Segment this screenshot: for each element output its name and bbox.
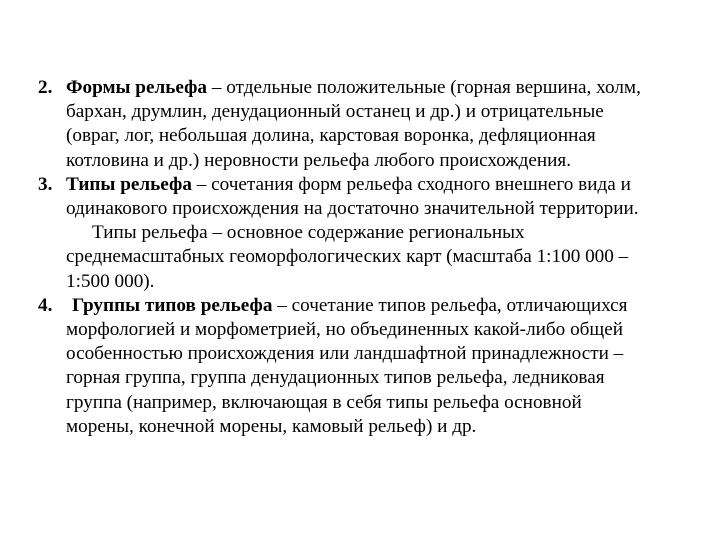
- text-line: особенностью происхождения или ландшафтной принадлежности –: [66, 343, 624, 365]
- text-line: 1:500 000).: [66, 270, 155, 292]
- text-line: котловина и др.) неровности рельефа любого происхождения.: [66, 149, 572, 171]
- list-item: [38, 76, 688, 173]
- text-line: среднемасштабных геоморфологических карт (масштаба 1:100 000 –: [66, 246, 629, 268]
- text-line: (овраг, лог, небольшая долина, карстовая воронка, дефляционная: [66, 125, 596, 147]
- definition-text: – сочетание типов рельефа, отличающихся: [272, 294, 628, 316]
- list-item: [38, 294, 688, 439]
- text-line: [66, 76, 688, 100]
- text-line: бархан, друмлин, денудационный останец и др.) и отрицательные: [66, 101, 604, 123]
- text-line: одинакового происхождения на достаточно значительной территории.: [66, 198, 639, 220]
- term: Формы рельефа: [66, 77, 208, 98]
- item-text: [66, 173, 688, 294]
- item-number: 2.: [38, 77, 53, 98]
- item-number: 4.: [38, 294, 53, 316]
- definition-text: – отдельные положительные (горная вершина, холм,: [207, 77, 641, 98]
- list-item: [38, 173, 688, 294]
- text-line: морены, конечной морены, камовый рельеф) и др.: [66, 415, 477, 437]
- item-text: [66, 76, 688, 173]
- item-text: [66, 294, 688, 439]
- text-line: горная группа, группа денудационных типов рельефа, ледниковая: [66, 367, 605, 389]
- term: Типы рельефа: [66, 173, 192, 195]
- definitions-list: [38, 76, 688, 439]
- text-line: [66, 294, 688, 318]
- definition-text: – сочетания форм рельефа сходного внешнего вида и: [191, 173, 631, 195]
- text-line: морфологией и морфометрией, но объединенных какой-либо общей: [66, 319, 623, 341]
- item-number: 3.: [38, 173, 53, 195]
- text-line: Типы рельефа – основное содержание региональных: [92, 222, 525, 244]
- text-line: группа (например, включающая в себя типы рельефа основной: [66, 391, 582, 413]
- term: Группы типов рельефа: [72, 294, 273, 316]
- text-line: [66, 173, 688, 197]
